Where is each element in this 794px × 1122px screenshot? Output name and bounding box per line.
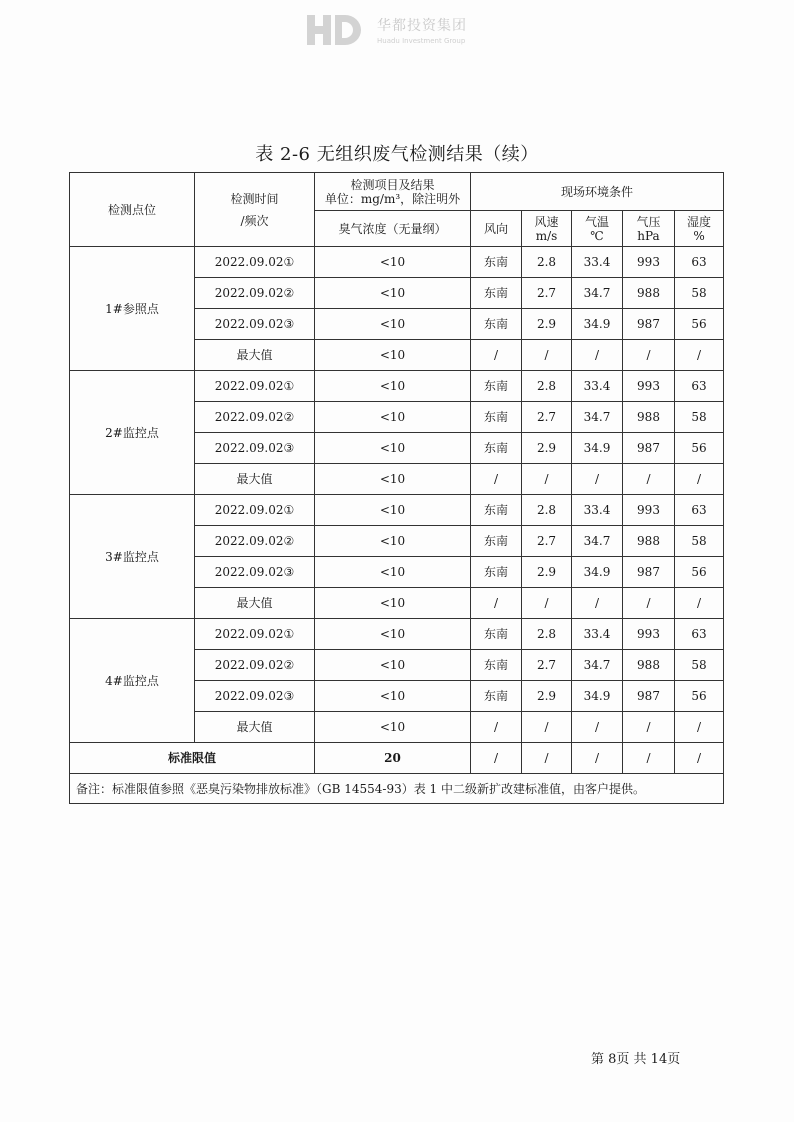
pressure-cell: 988 [623, 278, 675, 309]
wind-speed-cell: 2.8 [522, 371, 572, 402]
pressure-cell: 988 [623, 402, 675, 433]
pressure-cell: 987 [623, 681, 675, 712]
odor-cell: <10 [315, 464, 471, 495]
header-humidity-line2: % [693, 228, 705, 243]
header-env: 现场环境条件 [471, 173, 724, 211]
humidity-cell: 56 [675, 557, 724, 588]
wind-speed-cell: / [522, 340, 572, 371]
time-cell: 2022.09.02② [195, 402, 315, 433]
temp-cell: / [572, 712, 623, 743]
wind-speed-cell: 2.9 [522, 309, 572, 340]
wind-speed-cell: 2.9 [522, 433, 572, 464]
wind-speed-cell: / [522, 588, 572, 619]
pressure-cell: 987 [623, 557, 675, 588]
temp-cell: 34.7 [572, 650, 623, 681]
pressure-cell: / [623, 340, 675, 371]
temp-cell: 33.4 [572, 247, 623, 278]
humidity-cell: 58 [675, 278, 724, 309]
wind-dir-cell: 东南 [471, 247, 522, 278]
limit-label: 标准限值 [70, 743, 315, 774]
header-temp-line2: ℃ [590, 228, 604, 243]
temp-cell: 34.9 [572, 433, 623, 464]
temp-cell: 33.4 [572, 495, 623, 526]
time-cell: 最大值 [195, 340, 315, 371]
temp-cell: 33.4 [572, 371, 623, 402]
wind-dir-cell: 东南 [471, 309, 522, 340]
time-cell: 2022.09.02① [195, 619, 315, 650]
time-cell: 最大值 [195, 464, 315, 495]
wind-dir-cell: 东南 [471, 557, 522, 588]
header-wind-speed-line2: m/s [535, 228, 558, 243]
odor-cell: <10 [315, 278, 471, 309]
wind-dir-cell: 东南 [471, 371, 522, 402]
wind-dir-cell: 东南 [471, 278, 522, 309]
time-cell: 2022.09.02① [195, 495, 315, 526]
remark-note: 备注：标准限值参照《恶臭污染物排放标准》（GB 14554-93）表 1 中二级新扩改建标准值，由客户提供。 [70, 774, 724, 804]
pressure-cell: / [623, 588, 675, 619]
time-cell: 2022.09.02① [195, 371, 315, 402]
point-cell: 4#监控点 [70, 619, 195, 743]
wind-dir-cell: 东南 [471, 681, 522, 712]
odor-cell: <10 [315, 681, 471, 712]
pressure-cell: / [623, 464, 675, 495]
limit-wind-dir-cell: / [471, 743, 522, 774]
odor-cell: <10 [315, 433, 471, 464]
wind-speed-cell: 2.7 [522, 650, 572, 681]
odor-cell: <10 [315, 588, 471, 619]
wind-dir-cell: 东南 [471, 650, 522, 681]
company-logo [305, 12, 505, 48]
temp-cell: / [572, 340, 623, 371]
time-cell: 2022.09.02③ [195, 309, 315, 340]
wind-speed-cell: 2.9 [522, 557, 572, 588]
odor-cell: <10 [315, 371, 471, 402]
pressure-cell: 993 [623, 495, 675, 526]
header-humidity-line1: 湿度 [687, 214, 712, 229]
limit-pressure-cell: / [623, 743, 675, 774]
pressure-cell: 993 [623, 619, 675, 650]
time-cell: 2022.09.02② [195, 278, 315, 309]
temp-cell: 34.7 [572, 278, 623, 309]
temp-cell: 34.9 [572, 309, 623, 340]
wind-speed-cell: 2.9 [522, 681, 572, 712]
point-cell: 1#参照点 [70, 247, 195, 371]
odor-cell: <10 [315, 495, 471, 526]
humidity-cell: 63 [675, 247, 724, 278]
time-cell: 2022.09.02③ [195, 557, 315, 588]
odor-cell: <10 [315, 619, 471, 650]
wind-speed-cell: 2.7 [522, 278, 572, 309]
header-pressure-line2: hPa [637, 228, 660, 243]
temp-cell: 34.7 [572, 402, 623, 433]
temp-cell: 33.4 [572, 619, 623, 650]
wind-dir-cell: 东南 [471, 495, 522, 526]
odor-cell: <10 [315, 526, 471, 557]
wind-dir-cell: 东南 [471, 526, 522, 557]
limit-wind-speed-cell: / [522, 743, 572, 774]
limit-odor-cell: 20 [315, 743, 471, 774]
temp-cell: / [572, 464, 623, 495]
odor-cell: <10 [315, 247, 471, 278]
logo-chinese-name: 华都投资集团 [377, 18, 467, 34]
header-wind-dir: 风向 [471, 211, 522, 247]
humidity-cell: / [675, 712, 724, 743]
limit-humidity-cell: / [675, 743, 724, 774]
odor-cell: <10 [315, 557, 471, 588]
temp-cell: 34.7 [572, 526, 623, 557]
header-items-line1: 检测项目及结果 [350, 177, 435, 192]
humidity-cell: 63 [675, 371, 724, 402]
page-number: 第 8页 共 14页 [591, 1052, 681, 1067]
header-wind-speed-line1: 风速 [534, 214, 559, 229]
wind-speed-cell: 2.7 [522, 526, 572, 557]
header-point: 检测点位 [70, 173, 195, 247]
time-cell: 最大值 [195, 712, 315, 743]
pressure-cell: / [623, 712, 675, 743]
logo-english-name: Huadu Investment Group [377, 37, 466, 45]
humidity-cell: / [675, 588, 724, 619]
wind-dir-cell: 东南 [471, 619, 522, 650]
pressure-cell: 987 [623, 309, 675, 340]
point-cell: 3#监控点 [70, 495, 195, 619]
header-temp [572, 211, 623, 247]
wind-speed-cell: 2.7 [522, 402, 572, 433]
time-cell: 2022.09.02① [195, 247, 315, 278]
wind-dir-cell: / [471, 340, 522, 371]
results-table [69, 172, 724, 804]
humidity-cell: 63 [675, 619, 724, 650]
humidity-cell: 56 [675, 309, 724, 340]
header-items [315, 173, 471, 211]
wind-dir-cell: / [471, 464, 522, 495]
header-time-line2: /频次 [240, 213, 269, 228]
odor-cell: <10 [315, 712, 471, 743]
header-time [195, 173, 315, 247]
limit-row [70, 743, 724, 774]
point-cell: 2#监控点 [70, 371, 195, 495]
pressure-cell: 993 [623, 247, 675, 278]
odor-cell: <10 [315, 340, 471, 371]
header-humidity [675, 211, 724, 247]
header-row-1 [70, 173, 724, 211]
time-cell: 2022.09.02② [195, 650, 315, 681]
temp-cell: 34.9 [572, 557, 623, 588]
note-row [70, 774, 724, 804]
time-cell: 2022.09.02③ [195, 681, 315, 712]
humidity-cell: 58 [675, 650, 724, 681]
header-wind-speed [522, 211, 572, 247]
wind-dir-cell: / [471, 712, 522, 743]
humidity-cell: 63 [675, 495, 724, 526]
header-pressure [623, 211, 675, 247]
wind-speed-cell: 2.8 [522, 495, 572, 526]
time-cell: 2022.09.02② [195, 526, 315, 557]
humidity-cell: 58 [675, 402, 724, 433]
header-temp-line1: 气温 [584, 214, 609, 229]
hd-logo-icon [305, 13, 365, 47]
table-row [70, 495, 724, 526]
time-cell: 最大值 [195, 588, 315, 619]
pressure-cell: 993 [623, 371, 675, 402]
temp-cell: / [572, 588, 623, 619]
wind-dir-cell: 东南 [471, 402, 522, 433]
humidity-cell: / [675, 464, 724, 495]
wind-speed-cell: 2.8 [522, 619, 572, 650]
wind-dir-cell: / [471, 588, 522, 619]
wind-speed-cell: 2.8 [522, 247, 572, 278]
table-row [70, 371, 724, 402]
temp-cell: 34.9 [572, 681, 623, 712]
pressure-cell: 988 [623, 650, 675, 681]
wind-speed-cell: / [522, 712, 572, 743]
humidity-cell: 56 [675, 433, 724, 464]
table-row [70, 247, 724, 278]
odor-cell: <10 [315, 402, 471, 433]
header-pressure-line1: 气压 [636, 214, 661, 229]
header-time-line1: 检测时间 [230, 191, 279, 206]
humidity-cell: 56 [675, 681, 724, 712]
table-title: 表 2-6 无组织废气检测结果（续） [255, 144, 539, 165]
table-row [70, 619, 724, 650]
odor-cell: <10 [315, 309, 471, 340]
humidity-cell: 58 [675, 526, 724, 557]
wind-dir-cell: 东南 [471, 433, 522, 464]
odor-cell: <10 [315, 650, 471, 681]
pressure-cell: 988 [623, 526, 675, 557]
header-items-line2: 单位：mg/m³，除注明外 [324, 191, 461, 206]
limit-temp-cell: / [572, 743, 623, 774]
humidity-cell: / [675, 340, 724, 371]
time-cell: 2022.09.02③ [195, 433, 315, 464]
header-odor: 臭气浓度（无量纲） [315, 211, 471, 247]
wind-speed-cell: / [522, 464, 572, 495]
pressure-cell: 987 [623, 433, 675, 464]
